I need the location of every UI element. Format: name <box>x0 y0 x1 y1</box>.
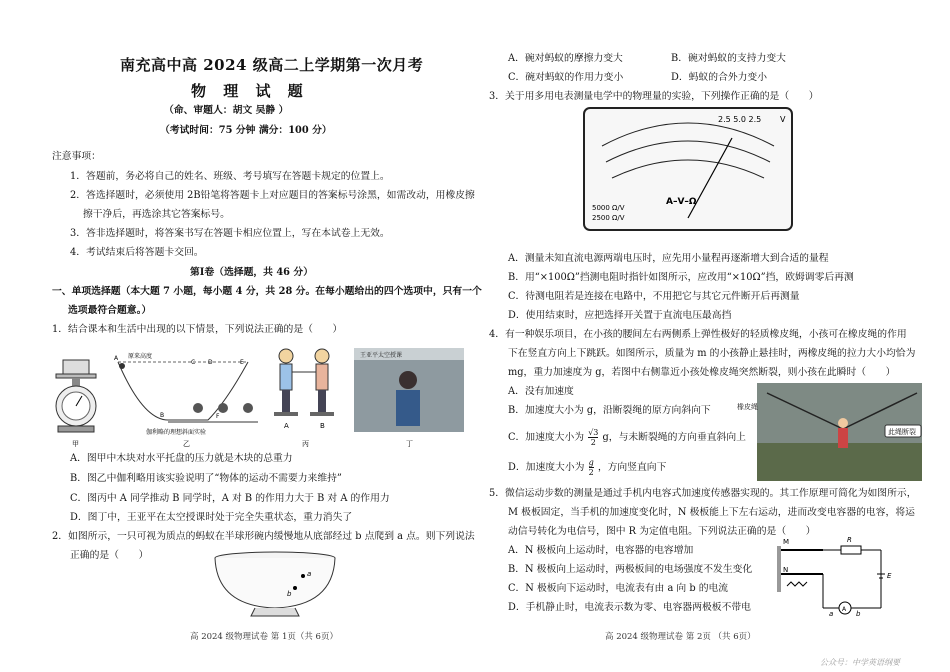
q4-option-c <box>508 428 746 447</box>
notice-item: 4．考试结束后将答题卡交回。 <box>70 247 204 258</box>
label-b: b <box>856 610 861 618</box>
q3-option-a: A．测量未知直流电源两端电压时，应先用小量程再逐渐增大到合适的量程 <box>508 253 829 264</box>
q2-option-d: D．蚂蚁的合外力变小 <box>671 72 768 83</box>
q4-line: 4．有一种娱乐项目，在小孩的腰间左右两侧系上弹性极好的轻质橡皮绳，小孩可在橡皮绳的作用 <box>489 329 907 340</box>
q1-stem: 1．结合课本和生活中出现的以下情景，下列说法正确的是（ ） <box>52 324 343 335</box>
meter-v: V <box>780 115 786 124</box>
notice-item: 2．答选择题时，必须使用 2B铅笔将答题卡上对应题目的答案标号涂黑，如需改动，用橡皮擦 <box>70 190 475 201</box>
exam-authors: （命、审题人：胡文 吴静 ） <box>164 105 289 116</box>
q4-option-c-rest: g，与未断裂绳的方向垂直斜向上 <box>602 432 746 443</box>
label-broken: 此绳断裂 <box>888 428 916 436</box>
q5-option-c: C．N 极板向下运动时，电流表有由 a 向 b 的电流 <box>508 583 729 594</box>
footer-left: 高 2024 级物理试卷 第 1页（共 6页） <box>190 632 338 642</box>
label-A: A <box>842 606 847 613</box>
bungee-photo <box>737 383 922 481</box>
frac-den: 2 <box>588 468 594 477</box>
meter-l2: 2500 Ω/V <box>592 214 625 222</box>
notice-item: 3．答非选择题时，将答案书写在答题卡相应位置上，写在本试卷上无效。 <box>70 228 390 239</box>
label-rope: 橡皮绳 <box>737 403 758 411</box>
label-kid-A: A <box>284 422 289 430</box>
q4-option-d-fraction <box>589 458 594 477</box>
q5-line: 5．微信运动步数的测量是通过手机内电容式加速度传感器实现的。其工作原理可简化为如图所示， <box>489 488 917 499</box>
label-E: E <box>887 572 892 580</box>
label-kid-B: B <box>320 422 325 430</box>
q3-stem: 3．关于用多用电表测量电学中的物理量的实验，下列操作正确的是（ ） <box>489 91 819 102</box>
label-A: A <box>114 355 119 362</box>
section-title: 第Ⅰ卷（选择题，共 46 分） <box>190 267 314 278</box>
notice-item: 1．答题前，务必将自己的姓名、班级、考号填写在答题卡规定的位置上。 <box>70 171 390 182</box>
label-D: D <box>208 359 213 366</box>
galileo-figure <box>114 352 258 436</box>
meter-l1: 5000 Ω/V <box>592 204 625 212</box>
q5-option-b: B．N 极板向上运动时，两极板间的电场强度不发生变化 <box>508 564 753 575</box>
q4-line: mg，重力加速度为 g，若图中右侧靠近小孩处橡皮绳突然断裂，则小孩在此瞬时（ ） <box>508 367 896 378</box>
q1-option-d: D．图丁中，王亚平在太空授课时处于完全失重状态，重力消失了 <box>70 512 353 523</box>
footer-right: 高 2024 级物理试卷 第 2页 （共 6页） <box>605 632 756 642</box>
frac-num: √3 <box>588 428 599 437</box>
q3-option-c: C．待测电阻若是连接在电路中，不用把它与其它元件断开后再测量 <box>508 291 800 302</box>
frac-num: g <box>588 458 594 467</box>
q4-option-a: A．没有加速度 <box>508 386 574 397</box>
q2-stem: 2．如图所示，一只可视为质点的蚂蚁在半球形碗内缓慢地从底部经过 b 点爬到 a 点。则下列说法 <box>52 531 475 542</box>
part1-heading-cont: 选项最符合题意。） <box>68 305 152 316</box>
q1-option-c: C．图丙中 A 同学推动 B 同学时，A 对 B 的作用力大于 B 对 A 的作用力 <box>70 493 390 504</box>
label-M: M <box>783 538 790 546</box>
label-a: a <box>829 610 834 618</box>
fig-label-ding: 丁 <box>406 440 413 448</box>
fig-label-bing: 丙 <box>302 440 309 448</box>
multimeter-figure <box>582 106 794 232</box>
label-F: F <box>216 413 220 420</box>
frac-den: 2 <box>590 438 596 447</box>
fig-label-yi: 乙 <box>183 440 190 448</box>
q4-option-b: B．加速度大小为 g，沿断裂绳的原方向斜向下 <box>508 405 711 416</box>
label-E: E <box>240 359 244 366</box>
notice-item: 擦干净后，再选涂其它答案标号。 <box>83 209 230 220</box>
bowl-figure <box>205 548 345 620</box>
q4-line: 下在竖直方向上下跳跃。如图所示，质量为 m 的小孩静止悬挂时，两橡皮绳的拉力大小均恰为 <box>508 348 916 359</box>
part1-heading: 一、单项选择题（本大题 7 小题，每小题 4 分，共 28 分。在每小题给出的四个选项中，只有一个 <box>52 286 482 297</box>
label-C: C <box>191 359 196 366</box>
q3-option-d: D．使用结束时，应把选择开关置于直流电压最高挡 <box>508 310 732 321</box>
exam-subject: 物 理 试 题 <box>191 82 309 100</box>
fig-label-jia: 甲 <box>72 440 79 448</box>
label-galileo: 伽利略的理想斜面实验 <box>146 429 207 436</box>
circuit-figure <box>763 530 901 618</box>
label-a: a <box>307 570 312 578</box>
q1-figures <box>48 342 473 450</box>
exam-time-score: （考试时间：75 分钟 满分：100 分） <box>160 125 332 136</box>
q3-option-b: B．用“×100Ω”挡测电阻时指针如图所示，应改用“×10Ω”挡，欧姆调零后再测 <box>508 272 854 283</box>
kids-figure <box>274 349 334 430</box>
q1-option-b: B．图乙中伽利略用该实验说明了“物体的运动不需要力来维持” <box>70 473 342 484</box>
q5-option-d: D．手机静止时，电流表示数为零、电容器两极板不带电 <box>508 602 751 613</box>
label-N: N <box>783 566 789 574</box>
q5-option-a: A．N 极板向上运动时，电容器的电容增加 <box>508 545 694 556</box>
q4-option-d-rest: ，方向竖直向下 <box>597 462 667 473</box>
meter-top: 2.5 5.0 2.5 <box>718 115 762 124</box>
label-R: R <box>847 536 852 544</box>
q4-option-c-fraction <box>588 428 598 447</box>
q1-option-a: A．图甲中木块对水平托盘的压力就是木块的总重力 <box>70 453 293 464</box>
label-B: B <box>160 412 165 419</box>
q2-option-b: B．碗对蚂蚁的支持力变大 <box>671 53 786 64</box>
label-space: 王亚平太空授课 <box>360 352 403 359</box>
q5-line: 动信号转化为电信号，图中 R 为定值电阻。下列说法正确的是（ ） <box>508 526 816 537</box>
q2-stem-cont: 正确的是（ ） <box>70 550 149 561</box>
q4-option-c-label: C．加速度大小为 <box>508 432 585 443</box>
exam-title: 南充高中高 2024 级高二上学期第一次月考 <box>120 56 424 74</box>
q2-option-a: A．碗对蚂蚁的摩擦力变大 <box>508 53 623 64</box>
q4-option-d <box>508 458 666 477</box>
watermark: 公众号：中学英语纲要 <box>820 658 900 667</box>
notice-heading: 注意事项： <box>52 151 101 162</box>
q5-line: M 极板固定，当手机的加速度变化时，N 极板能上下左右运动，进而改变电容器的电容，将运 <box>508 507 915 518</box>
label-b: b <box>287 590 292 598</box>
space-photo <box>354 348 464 432</box>
label-high: 原来高度 <box>128 353 153 360</box>
meter-mid: A–V–Ω <box>666 197 697 207</box>
q4-option-d-label: D．加速度大小为 <box>508 462 585 473</box>
scale-figure <box>56 360 96 432</box>
q2-option-c: C．碗对蚂蚁的作用力变小 <box>508 72 624 83</box>
page-right <box>475 0 950 672</box>
